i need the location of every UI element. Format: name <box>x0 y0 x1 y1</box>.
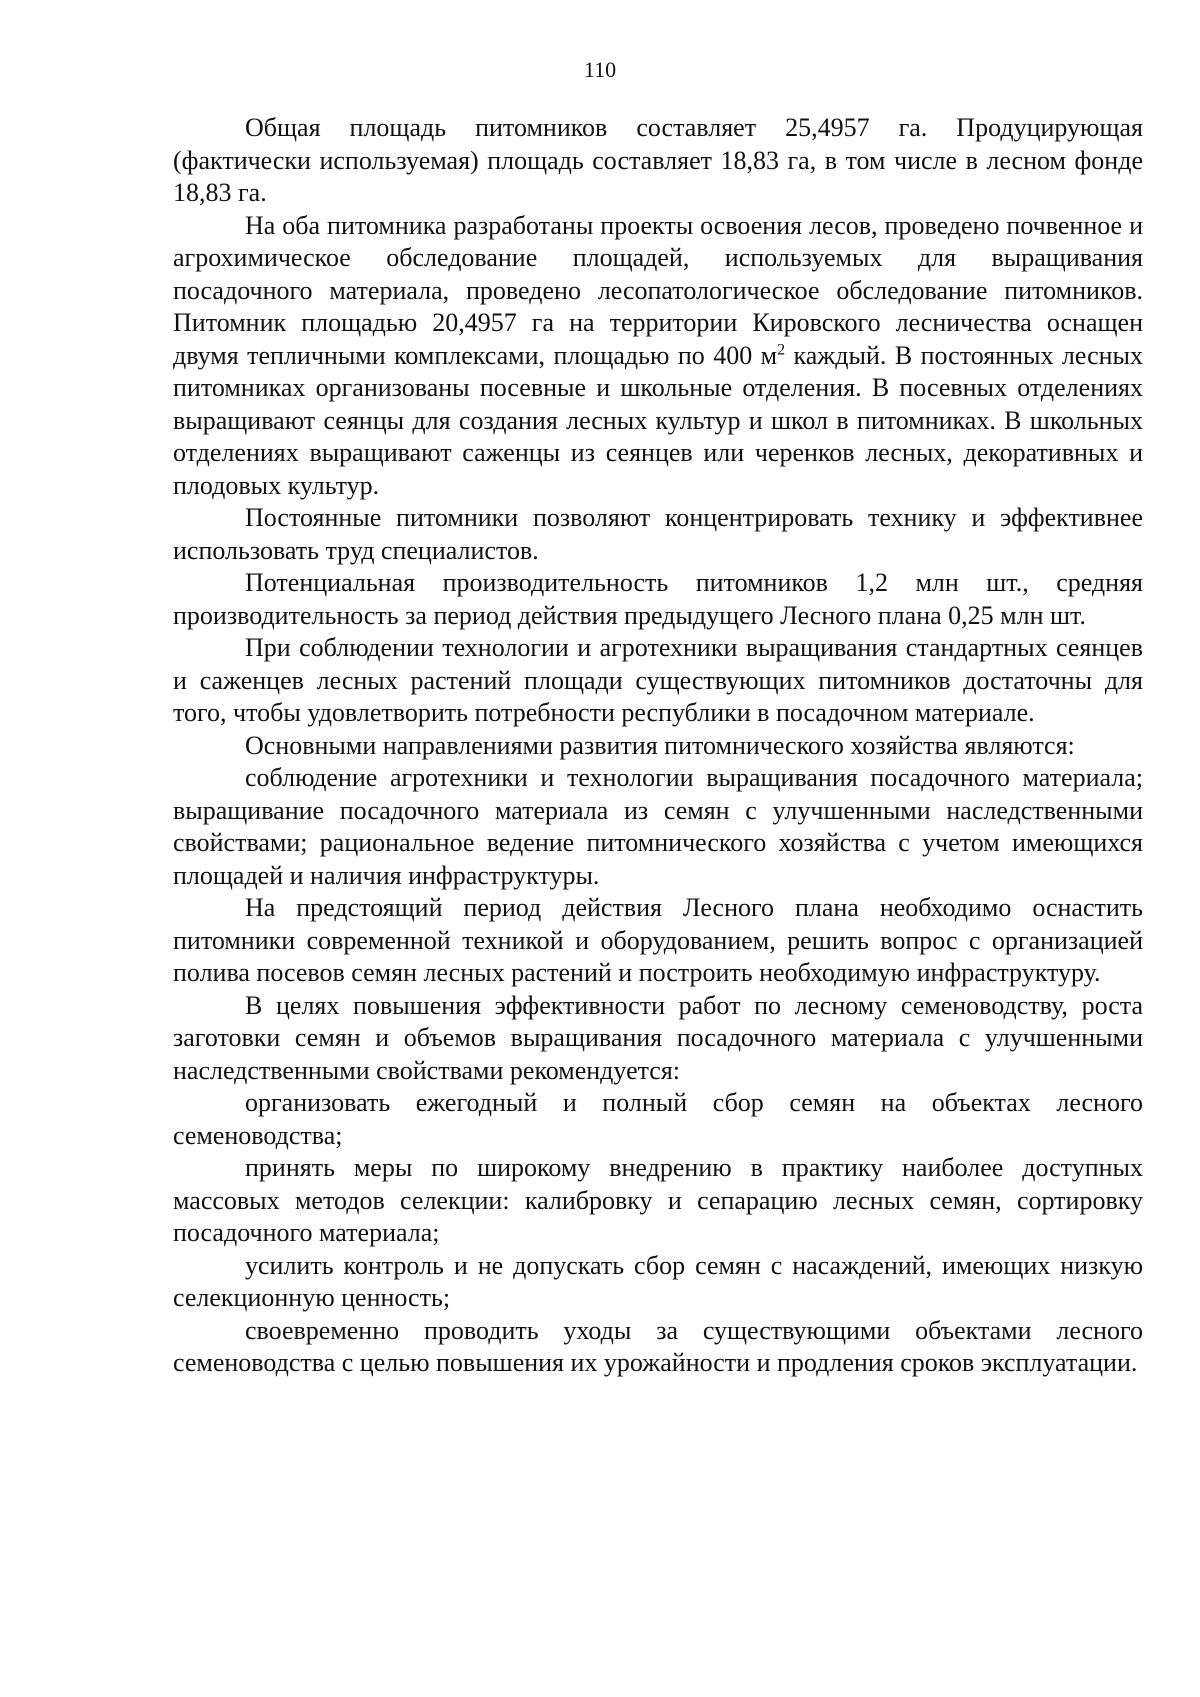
paragraph-nursery-projects-tail: каждый. В постоянных лесных питомниках организованы посевные и школьные отделения. В посевных отделениях выращивают сеянцы для создания лесных культур и школ в питомниках. В школьных отделениях выращивают саженцы из сеянцев или черенков лесных, декоративных и плодовых культур. <box>173 340 1143 500</box>
paragraph-recommendation-seed-collection: организовать ежегодный и полный сбор семян на объектах лесного семеноводства; <box>173 1088 1143 1150</box>
paragraph-directions-list: соблюдение агротехники и технологии выращивания посадочного материала; выращивание посадочного материала из семян с улучшенными наследственными свойствами; рациональное ведение питомнического хозяйства с учетом имеющихся площадей и наличия инфраструктуры. <box>173 763 1143 890</box>
page-number: 110 <box>583 57 617 82</box>
paragraph-recommendations-intro: В целях повышения эффективности работ по лесному семеноводству, роста заготовки семян и объемов выращивания посадочного материала с улучшенными наследственными свойствами рекомендуется: <box>173 990 1143 1085</box>
paragraph-equipment-plans: На предстоящий период действия Лесного плана необходимо оснастить питомники современной техникой и оборудованием, решить вопрос с организацией полива посевов семян лесных растений и построить необходимую инфраструктуру. <box>173 893 1143 987</box>
document-body <box>173 112 1143 1380</box>
paragraph-technology-compliance: При соблюдении технологии и агротехники выращивания стандартных сеянцев и саженцев лесных растений площади существующих питомников достаточны для того, чтобы удовлетворить потребности республики в посадочном материале. <box>173 633 1143 727</box>
paragraph-recommendation-selection-methods: принять меры по широкому внедрению в практику наиболее доступных массовых методов селекции: калибровку и сепарацию лесных семян, сортировку посадочного материала; <box>173 1153 1143 1247</box>
paragraph-recommendation-control: усилить контроль и не допускать сбор семян с насаждений, имеющих низкую селекционную ценность; <box>173 1250 1143 1312</box>
paragraph-permanent-nurseries: Постоянные питомники позволяют концентрировать технику и эффективнее использовать труд специалистов. <box>173 503 1143 565</box>
paragraph-nursery-area: Общая площадь питомников составляет 25,4957 га. Продуцирующая (фактически используемая) площадь составляет 18,83 га, в том числе в лесном фонде 18,83 га. <box>173 113 1143 207</box>
square-meter-superscript: 2 <box>777 340 786 358</box>
paragraph-main-directions: Основными направлениями развития питомнического хозяйства являются: <box>245 730 1075 760</box>
paragraph-nursery-projects <box>173 210 1143 503</box>
paragraph-nursery-projects-text: На оба питомника разработаны проекты освоения лесов, проведено почвенное и агрохимическое обследование площадей, используемых для выращивания посадочного материала, проведено лесопатологическое обследование питомников. Питомник площадью 20,4957 га на территории Кировского лесничества оснащен двумя тепличными комплексами, площадью по 400 м <box>173 210 1143 370</box>
paragraph-recommendation-maintenance: своевременно проводить уходы за существующими объектами лесного семеноводства с целью повышения их урожайности и продления сроков эксплуатации. <box>173 1315 1143 1377</box>
paragraph-productivity: Потенциальная производительность питомников 1,2 млн шт., средняя производительность за период действия предыдущего Лесного плана 0,25 млн шт. <box>173 568 1143 630</box>
